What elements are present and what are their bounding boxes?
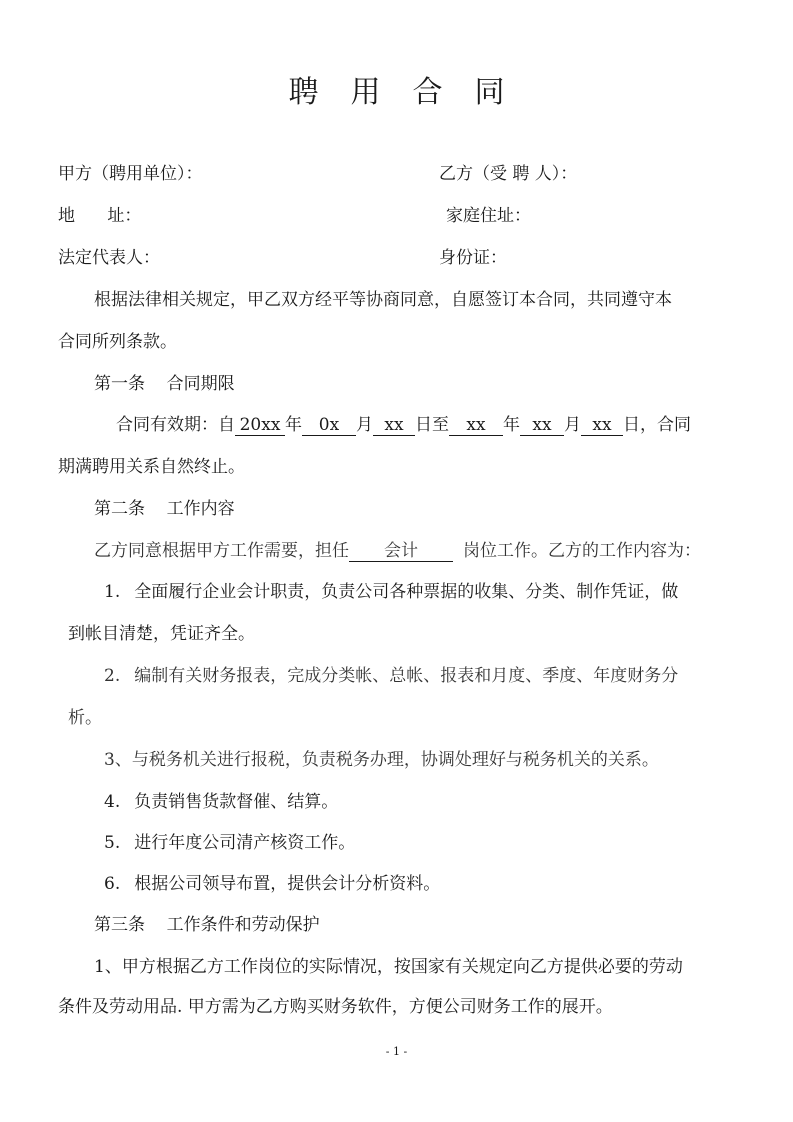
party-a-label: 甲方（聘用单位）：: [58, 164, 203, 184]
item-number: 1.: [104, 582, 121, 602]
intro-line-1: 根据法律相关规定，甲乙双方经平等协商同意，自愿签订本合同，共同遵守本: [94, 290, 672, 310]
duty-item-1-cont: 到帐目清楚，凭证齐全。: [68, 624, 255, 644]
intro-line-2: 合同所列条款。: [58, 332, 177, 352]
item-text: 与税务机关进行报税，负责税务办理，协调处理好与税务机关的关系。: [131, 750, 659, 770]
title-char: 用: [350, 75, 381, 110]
item-number: 2.: [104, 666, 121, 686]
party-a-address-label: 地 址：: [58, 206, 142, 226]
party-b-address-label: 家庭住址：: [446, 206, 531, 226]
duty-item-1: [104, 584, 678, 601]
article-3-para-1-cont: 条件及劳动用品. 甲方需为乙方购买财务软件，方便公司财务工作的展开。: [58, 997, 613, 1017]
item-text: 进行年度公司清产核资工作。: [134, 833, 356, 853]
item-text: 编制有关财务报表，完成分类帐、总帐、报表和月度、季度、年度财务分: [134, 666, 679, 686]
title-char: 同: [474, 75, 505, 110]
contract-term-line: [116, 417, 691, 436]
duty-item-4: [104, 794, 338, 811]
article-2-heading: 第二条 工作内容: [94, 499, 235, 519]
day-to-text: 日至: [415, 415, 449, 435]
item-number: 5.: [104, 833, 121, 853]
item-text: 全面履行企业会计职责，负责公司各种票据的收集、分类、制作凭证，做: [134, 582, 679, 602]
item-number: 4.: [104, 792, 121, 812]
duty-item-5: [104, 835, 355, 852]
month-char: 月: [564, 415, 581, 435]
title-char: 合: [412, 75, 443, 110]
duty-item-6: [104, 876, 440, 893]
document-title: [0, 75, 793, 110]
party-b-label: 乙方（受 聘 人）：: [439, 164, 578, 184]
article-1-heading: 第一条 合同期限: [94, 374, 235, 394]
item-text: 负责销售货款督催、结算。: [134, 792, 339, 812]
article-3-heading: 第三条 工作条件和劳动保护: [94, 915, 320, 935]
year-char: 年: [503, 415, 520, 435]
position-line: [94, 543, 701, 562]
title-char: 聘: [288, 75, 319, 110]
article-3-para-1: 1、甲方根据乙方工作岗位的实际情况，按国家有关规定向乙方提供必要的劳动: [94, 957, 683, 977]
term-prefix: 合同有效期：自: [116, 415, 235, 435]
position-suffix: 岗位工作。乙方的工作内容为：: [463, 541, 701, 561]
contract-term-line-2: 期满聘用关系自然终止。: [58, 457, 245, 477]
year-char: 年: [285, 415, 302, 435]
id-card-label: 身份证：: [439, 248, 507, 268]
duty-item-3: [104, 752, 659, 769]
end-year-field: xx: [449, 417, 503, 436]
position-prefix: 乙方同意根据甲方工作需要，担任: [94, 541, 349, 561]
duty-item-2: [104, 668, 678, 685]
legal-representative-label: 法定代表人：: [58, 248, 160, 268]
page-number: - 1 -: [385, 1045, 408, 1058]
end-day-field: xx: [581, 417, 623, 436]
item-text: 根据公司领导布置，提供会计分析资料。: [134, 874, 441, 894]
start-year-field: 20xx: [235, 417, 285, 436]
month-char: 月: [356, 415, 373, 435]
start-month-field: 0x: [302, 417, 356, 436]
item-number: 6.: [104, 874, 121, 894]
term-suffix: 日，合同: [623, 415, 691, 435]
end-month-field: xx: [520, 417, 564, 436]
position-field: 会计: [349, 543, 453, 562]
item-number: 3、: [104, 750, 132, 770]
start-day-field: xx: [373, 417, 415, 436]
duty-item-2-cont: 析。: [68, 708, 102, 728]
